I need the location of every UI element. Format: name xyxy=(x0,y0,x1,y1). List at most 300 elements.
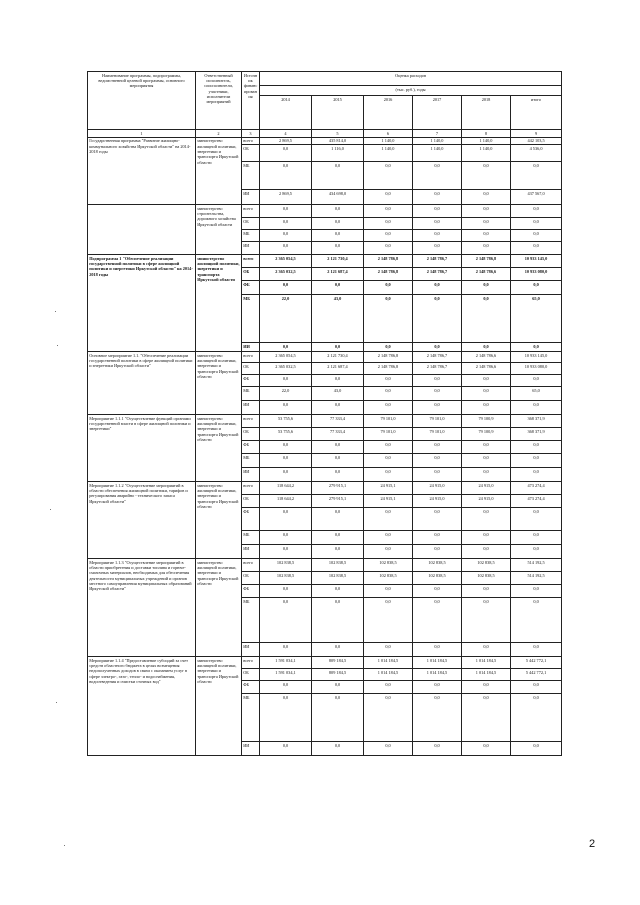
total-value-cell: 0,0 xyxy=(511,205,562,218)
column-header-source: Источник финансирования xyxy=(242,72,260,130)
year-value-cell: 0,0 xyxy=(312,441,364,454)
column-number: 4 xyxy=(260,130,312,138)
total-value-cell: 368 371,9 xyxy=(511,415,562,428)
year-value-cell: 2 148 786,7 xyxy=(413,268,462,281)
year-value-cell: 0,0 xyxy=(312,643,364,657)
year-header: 2016 xyxy=(364,96,413,130)
total-value-cell: 65,0 xyxy=(511,295,562,343)
year-value-cell: 0,0 xyxy=(413,681,462,694)
year-value-cell: 0,0 xyxy=(364,454,413,468)
column-number: 7 xyxy=(413,130,462,138)
year-value-cell: 24 915,1 xyxy=(364,495,413,508)
year-value-cell: 2 121 730,4 xyxy=(312,352,364,363)
year-value-cell: 279 915,1 xyxy=(312,482,364,495)
total-value-cell: 442 103,5 xyxy=(511,137,562,145)
year-value-cell: 43,0 xyxy=(312,387,364,401)
year-value-cell: 0,0 xyxy=(462,545,511,559)
budget-table-sheet xyxy=(87,71,561,756)
year-value-cell: 0,0 xyxy=(413,205,462,218)
executor-cell: министерство жилищной политики, энергетики и транспорта Иркутской области xyxy=(196,657,242,756)
year-value-cell: 0,0 xyxy=(413,441,462,454)
year-value-cell: 0,0 xyxy=(462,468,511,482)
year-value-cell: 0,0 xyxy=(462,585,511,598)
program-name-cell xyxy=(88,205,196,255)
year-value-cell: 0,0 xyxy=(260,545,312,559)
total-value-cell: 0,0 xyxy=(511,281,562,295)
year-header: 2017 xyxy=(413,96,462,130)
year-value-cell: 77 333,4 xyxy=(312,428,364,441)
funding-source-cell: ФБ xyxy=(242,375,260,387)
year-value-cell: 0,0 xyxy=(413,401,462,415)
year-value-cell: 2 365 054,5 xyxy=(260,352,312,363)
year-value-cell: 0,0 xyxy=(364,387,413,401)
year-value-cell: 1 014 184,5 xyxy=(413,669,462,681)
column-number: 8 xyxy=(462,130,511,138)
year-value-cell: 0,0 xyxy=(364,694,413,742)
year-value-cell: 0,0 xyxy=(413,468,462,482)
scan-speck xyxy=(56,702,57,703)
year-value-cell: 2 148 786,7 xyxy=(413,363,462,375)
funding-source-cell: ФБ xyxy=(242,508,260,531)
year-value-cell: 0,0 xyxy=(413,343,462,352)
year-value-cell: 0,0 xyxy=(312,681,364,694)
total-value-cell: 10 933 145,0 xyxy=(511,352,562,363)
year-value-cell: 0,0 xyxy=(462,681,511,694)
year-value-cell: 0,0 xyxy=(364,190,413,205)
year-header: 2014 xyxy=(260,96,312,130)
year-value-cell: 0,0 xyxy=(260,205,312,218)
year-value-cell: 0,0 xyxy=(260,375,312,387)
year-value-cell: 0,0 xyxy=(364,205,413,218)
funding-source-cell: ОБ xyxy=(242,218,260,230)
year-value-cell: 0,0 xyxy=(462,190,511,205)
year-value-cell: 0,0 xyxy=(462,281,511,295)
year-value-cell: 2 121 730,4 xyxy=(312,255,364,268)
year-value-cell: 0,0 xyxy=(413,162,462,190)
year-value-cell: 0,0 xyxy=(312,281,364,295)
year-value-cell: 0,0 xyxy=(312,242,364,255)
year-value-cell: 0,0 xyxy=(312,468,364,482)
year-value-cell: 0,0 xyxy=(312,545,364,559)
year-value-cell: 0,0 xyxy=(260,242,312,255)
year-value-cell: 24 915,0 xyxy=(462,495,511,508)
funding-source-cell: МБ xyxy=(242,295,260,343)
year-value-cell: 24 915,0 xyxy=(413,495,462,508)
total-value-cell: 473 274,4 xyxy=(511,482,562,495)
year-value-cell: 0,0 xyxy=(260,508,312,531)
executor-cell: министерство жилищной политики, энергетики и транспорта Иркутской области xyxy=(196,137,242,205)
total-value-cell: 0,0 xyxy=(511,585,562,598)
year-value-cell: 0,0 xyxy=(260,694,312,742)
year-value-cell: 1 140,0 xyxy=(413,137,462,145)
year-value-cell: 0,0 xyxy=(364,242,413,255)
year-value-cell: 0,0 xyxy=(312,531,364,545)
executor-cell: министерство строительства, дорожного хозяйства Иркутской области xyxy=(196,205,242,255)
year-value-cell: 0,0 xyxy=(364,281,413,295)
table-row xyxy=(88,559,562,572)
year-value-cell: 0,0 xyxy=(312,162,364,190)
column-number: 3 xyxy=(242,130,260,138)
funding-source-cell: ОБ xyxy=(242,145,260,162)
year-value-cell: 1 014 184,5 xyxy=(364,669,413,681)
year-value-cell: 0,0 xyxy=(260,643,312,657)
year-value-cell: 2 869,5 xyxy=(260,190,312,205)
year-value-cell: 0,0 xyxy=(260,401,312,415)
total-value-cell: 10 933 080,0 xyxy=(511,363,562,375)
year-value-cell: 0,0 xyxy=(462,454,511,468)
year-value-cell: 0,0 xyxy=(413,643,462,657)
year-value-cell: 0,0 xyxy=(260,585,312,598)
column-header-estimate: Оценка расходов xyxy=(260,72,562,86)
year-value-cell: 2 121 687,4 xyxy=(312,268,364,281)
year-value-cell: 2 869,5 xyxy=(260,137,312,145)
funding-source-cell: МБ xyxy=(242,531,260,545)
year-value-cell: 0,0 xyxy=(260,145,312,162)
year-value-cell: 24 915,1 xyxy=(364,482,413,495)
year-value-cell: 43,0 xyxy=(312,295,364,343)
funding-source-cell: ОБ xyxy=(242,495,260,508)
executor-cell: министерство жилищной политики, энергетики и транспорта Иркутской области xyxy=(196,482,242,559)
total-value-cell: 0,0 xyxy=(511,545,562,559)
year-value-cell: 0,0 xyxy=(364,598,413,643)
year-value-cell: 0,0 xyxy=(260,681,312,694)
total-value-cell: 0,0 xyxy=(511,508,562,531)
year-value-cell: 0,0 xyxy=(462,218,511,230)
total-value-cell: 5 442 772,1 xyxy=(511,669,562,681)
total-header: итого xyxy=(511,96,562,130)
year-value-cell: 0,0 xyxy=(462,508,511,531)
year-value-cell: 79 100,9 xyxy=(462,415,511,428)
year-header: 2018 xyxy=(462,96,511,130)
funding-source-cell: всего xyxy=(242,657,260,669)
page-number: 2 xyxy=(589,838,596,850)
year-value-cell: 2 121 687,4 xyxy=(312,363,364,375)
funding-source-cell: ОБ xyxy=(242,268,260,281)
total-value-cell: 0,0 xyxy=(511,468,562,482)
funding-source-cell: МБ xyxy=(242,230,260,242)
funding-source-cell: всего xyxy=(242,137,260,145)
year-value-cell: 0,0 xyxy=(312,598,364,643)
year-value-cell: 0,0 xyxy=(462,162,511,190)
executor-cell: министерство жилищной политики, энергетики и транспорта Иркутской области xyxy=(196,255,242,352)
funding-source-cell: МБ xyxy=(242,694,260,742)
table-row xyxy=(88,352,562,363)
funding-source-cell: ФБ xyxy=(242,441,260,454)
year-value-cell: 24 915,0 xyxy=(462,482,511,495)
year-value-cell: 2 148 786,7 xyxy=(413,352,462,363)
year-value-cell: 0,0 xyxy=(312,230,364,242)
year-value-cell: 2 148 786,8 xyxy=(364,352,413,363)
year-value-cell: 0,0 xyxy=(413,545,462,559)
year-value-cell: 0,0 xyxy=(364,643,413,657)
funding-source-cell: ИИ xyxy=(242,742,260,756)
year-value-cell: 102 838,5 xyxy=(260,559,312,572)
year-value-cell: 0,0 xyxy=(312,218,364,230)
year-value-cell: 435 814,0 xyxy=(312,137,364,145)
year-value-cell: 0,0 xyxy=(413,598,462,643)
funding-source-cell: ИИ xyxy=(242,242,260,255)
year-value-cell: 0,0 xyxy=(364,343,413,352)
year-value-cell: 0,0 xyxy=(462,387,511,401)
year-value-cell: 0,0 xyxy=(260,162,312,190)
funding-source-cell: всего xyxy=(242,415,260,428)
column-number: 2 xyxy=(196,130,242,138)
year-value-cell: 0,0 xyxy=(413,190,462,205)
funding-source-cell: МБ xyxy=(242,387,260,401)
total-value-cell: 65,0 xyxy=(511,387,562,401)
funding-source-cell: ИИ xyxy=(242,468,260,482)
funding-source-cell: ИИ xyxy=(242,401,260,415)
total-value-cell: 10 933 145,0 xyxy=(511,255,562,268)
scan-speck xyxy=(55,311,56,312)
year-value-cell: 0,0 xyxy=(364,295,413,343)
table-row xyxy=(88,657,562,669)
table-row xyxy=(88,482,562,495)
year-value-cell: 22,0 xyxy=(260,387,312,401)
year-value-cell: 0,0 xyxy=(413,585,462,598)
year-value-cell: 0,0 xyxy=(462,242,511,255)
year-value-cell: 0,0 xyxy=(413,218,462,230)
total-value-cell: 4 536,0 xyxy=(511,145,562,162)
year-value-cell: 79 101,0 xyxy=(364,415,413,428)
year-value-cell: 2 365 032,5 xyxy=(260,363,312,375)
year-value-cell: 2 148 786,7 xyxy=(413,255,462,268)
year-value-cell: 1 116,0 xyxy=(312,145,364,162)
funding-source-cell: ОБ xyxy=(242,428,260,441)
total-value-cell: 0,0 xyxy=(511,742,562,756)
year-value-cell: 0,0 xyxy=(364,230,413,242)
total-value-cell: 473 274,4 xyxy=(511,495,562,508)
year-value-cell: 102 838,5 xyxy=(413,559,462,572)
year-value-cell: 2 365 032,5 xyxy=(260,268,312,281)
year-value-cell: 102 838,5 xyxy=(312,559,364,572)
year-value-cell: 1 140,0 xyxy=(462,137,511,145)
funding-source-cell: МБ xyxy=(242,598,260,643)
year-value-cell: 0,0 xyxy=(312,585,364,598)
year-value-cell: 53 755,6 xyxy=(260,415,312,428)
total-value-cell: 0,0 xyxy=(511,531,562,545)
year-value-cell: 79 100,9 xyxy=(462,428,511,441)
scan-speck xyxy=(64,845,65,846)
executor-cell: министерство жилищной политики, энергетики и транспорта Иркутской области xyxy=(196,559,242,657)
year-value-cell: 0,0 xyxy=(462,531,511,545)
year-value-cell: 102 838,5 xyxy=(462,559,511,572)
year-value-cell: 2 148 786,6 xyxy=(462,352,511,363)
total-value-cell: 0,0 xyxy=(511,694,562,742)
funding-source-cell: ОБ xyxy=(242,363,260,375)
table-row xyxy=(88,255,562,268)
year-value-cell: 0,0 xyxy=(413,295,462,343)
year-value-cell: 0,0 xyxy=(462,694,511,742)
year-value-cell: 1 014 184,5 xyxy=(364,657,413,669)
table-row xyxy=(88,415,562,428)
year-value-cell: 79 101,0 xyxy=(413,428,462,441)
year-value-cell: 0,0 xyxy=(312,508,364,531)
year-value-cell: 118 644,2 xyxy=(260,482,312,495)
year-value-cell: 1 591 034,1 xyxy=(260,669,312,681)
funding-source-cell: МБ xyxy=(242,454,260,468)
year-value-cell: 0,0 xyxy=(364,375,413,387)
year-value-cell: 0,0 xyxy=(312,454,364,468)
total-value-cell: 0,0 xyxy=(511,230,562,242)
year-value-cell: 102 838,5 xyxy=(260,572,312,585)
scan-speck xyxy=(50,509,51,510)
total-value-cell: 0,0 xyxy=(511,598,562,643)
year-value-cell: 102 838,5 xyxy=(462,572,511,585)
year-value-cell: 102 838,5 xyxy=(364,559,413,572)
program-name-cell: Мероприятие 1.1.3 "Осуществление мероприятий в области приобретения и доставки топлива и горюче-смазочных материалов, необходимых для обеспечения деятельности муниципальных учреждений и органов местного самоуправления муниципальных образований Иркутской области" xyxy=(88,559,196,657)
year-value-cell: 0,0 xyxy=(413,242,462,255)
funding-source-cell: ФБ xyxy=(242,585,260,598)
funding-source-cell: ФБ xyxy=(242,681,260,694)
year-value-cell: 79 101,0 xyxy=(413,415,462,428)
year-value-cell: 0,0 xyxy=(364,218,413,230)
year-value-cell: 0,0 xyxy=(364,545,413,559)
year-value-cell: 0,0 xyxy=(413,694,462,742)
year-value-cell: 0,0 xyxy=(312,343,364,352)
funding-source-cell: МБ xyxy=(242,162,260,190)
year-value-cell: 22,0 xyxy=(260,295,312,343)
table-row xyxy=(88,137,562,145)
year-value-cell: 1 014 184,5 xyxy=(462,657,511,669)
program-name-cell: Мероприятие 1.1.4 "Предоставление субсидий за счет средств областного бюджета в целях возмещения недополученных доходов в связи с оказанием услуг в сфере электро-, газо-, тепло- и водоснабжения, водоотведения и очистки сточных вод" xyxy=(88,657,196,756)
year-value-cell: 1 140,0 xyxy=(364,137,413,145)
year-value-cell: 0,0 xyxy=(260,441,312,454)
year-value-cell: 1 014 184,5 xyxy=(462,669,511,681)
year-value-cell: 0,0 xyxy=(462,205,511,218)
total-value-cell: 0,0 xyxy=(511,375,562,387)
year-value-cell: 0,0 xyxy=(462,375,511,387)
program-name-cell: Мероприятие 1.1.2 "Осуществление мероприятий в области обеспечения жилищной политики, тарифов и регулирования аварийно - технического запаса Иркутской области" xyxy=(88,482,196,559)
year-value-cell: 0,0 xyxy=(364,531,413,545)
year-value-cell: 0,0 xyxy=(413,508,462,531)
program-name-cell: Государственная программа "Развитие жилищно-коммунального хозяйства Иркутской области" на 2014-2018 годы xyxy=(88,137,196,205)
budget-estimate-table xyxy=(87,71,562,756)
executor-cell: министерство жилищной политики, энергетики и транспорта Иркутской области xyxy=(196,352,242,415)
year-value-cell: 2 148 786,8 xyxy=(462,255,511,268)
column-header-name: Наименование программы, подпрограммы, ведомственной целевой программы, основного мероприятия xyxy=(88,72,196,130)
year-value-cell: 0,0 xyxy=(312,742,364,756)
year-value-cell: 0,0 xyxy=(260,281,312,295)
year-value-cell: 0,0 xyxy=(260,531,312,545)
year-value-cell: 2 148 786,8 xyxy=(364,363,413,375)
year-value-cell: 0,0 xyxy=(364,468,413,482)
scan-speck xyxy=(57,345,58,346)
year-value-cell: 0,0 xyxy=(462,598,511,643)
year-value-cell: 2 148 786,8 xyxy=(364,255,413,268)
total-value-cell: 514 192,5 xyxy=(511,559,562,572)
program-name-cell: Подпрограмма 1 "Обеспечение реализации государственной политики в сфере жилищной политики и энергетики Иркутской области" на 2014-2018 годы xyxy=(88,255,196,352)
year-value-cell: 0,0 xyxy=(364,401,413,415)
funding-source-cell: ИИ xyxy=(242,190,260,205)
total-value-cell: 0,0 xyxy=(511,441,562,454)
year-header: 2015 xyxy=(312,96,364,130)
year-value-cell: 0,0 xyxy=(260,742,312,756)
total-value-cell: 514 192,5 xyxy=(511,572,562,585)
funding-source-cell: всего xyxy=(242,559,260,572)
total-value-cell: 437 567,0 xyxy=(511,190,562,205)
year-value-cell: 2 148 786,6 xyxy=(462,363,511,375)
year-value-cell: 0,0 xyxy=(413,387,462,401)
funding-source-cell: всего xyxy=(242,352,260,363)
total-value-cell: 0,0 xyxy=(511,162,562,190)
column-number: 1 xyxy=(88,130,196,138)
column-number: 9 xyxy=(511,130,562,138)
total-value-cell: 0,0 xyxy=(511,401,562,415)
total-value-cell: 0,0 xyxy=(511,242,562,255)
year-value-cell: 0,0 xyxy=(312,375,364,387)
total-value-cell: 0,0 xyxy=(511,643,562,657)
total-value-cell: 5 442 772,1 xyxy=(511,657,562,669)
year-value-cell: 0,0 xyxy=(462,295,511,343)
executor-cell: министерство жилищной политики, энергетики и транспорта Иркутской области xyxy=(196,415,242,482)
year-value-cell: 0,0 xyxy=(364,508,413,531)
total-value-cell: 0,0 xyxy=(511,454,562,468)
funding-source-cell: ИИ xyxy=(242,545,260,559)
column-number: 6 xyxy=(364,130,413,138)
column-number: 5 xyxy=(312,130,364,138)
year-value-cell: 0,0 xyxy=(364,162,413,190)
year-value-cell: 102 838,5 xyxy=(364,572,413,585)
total-value-cell: 10 933 080,0 xyxy=(511,268,562,281)
year-value-cell: 0,0 xyxy=(260,454,312,468)
year-value-cell: 2 148 786,6 xyxy=(462,268,511,281)
year-value-cell: 1 014 184,5 xyxy=(413,657,462,669)
year-value-cell: 118 644,2 xyxy=(260,495,312,508)
year-value-cell: 0,0 xyxy=(413,281,462,295)
year-value-cell: 0,0 xyxy=(260,230,312,242)
year-value-cell: 24 915,0 xyxy=(413,482,462,495)
funding-source-cell: ФБ xyxy=(242,281,260,295)
year-value-cell: 0,0 xyxy=(312,205,364,218)
year-value-cell: 809 184,5 xyxy=(312,657,364,669)
total-value-cell: 0,0 xyxy=(511,681,562,694)
year-value-cell: 0,0 xyxy=(462,343,511,352)
year-value-cell: 1 591 034,1 xyxy=(260,657,312,669)
total-value-cell: 368 371,9 xyxy=(511,428,562,441)
year-value-cell: 1 140,0 xyxy=(364,145,413,162)
total-value-cell: 0,0 xyxy=(511,343,562,352)
year-value-cell: 1 140,0 xyxy=(413,145,462,162)
table-row xyxy=(88,205,562,218)
funding-source-cell: ОБ xyxy=(242,572,260,585)
year-value-cell: 0,0 xyxy=(462,441,511,454)
year-value-cell: 0,0 xyxy=(462,742,511,756)
year-value-cell: 0,0 xyxy=(260,598,312,643)
column-header-units: (тыс. руб.), годы xyxy=(260,86,562,96)
year-value-cell: 77 333,4 xyxy=(312,415,364,428)
year-value-cell: 0,0 xyxy=(462,401,511,415)
funding-source-cell: всего xyxy=(242,205,260,218)
year-value-cell: 279 915,1 xyxy=(312,495,364,508)
year-value-cell: 0,0 xyxy=(462,230,511,242)
year-value-cell: 0,0 xyxy=(413,742,462,756)
year-value-cell: 79 101,0 xyxy=(364,428,413,441)
year-value-cell: 0,0 xyxy=(413,454,462,468)
year-value-cell: 434 698,0 xyxy=(312,190,364,205)
year-value-cell: 102 838,5 xyxy=(312,572,364,585)
year-value-cell: 0,0 xyxy=(462,643,511,657)
year-value-cell: 0,0 xyxy=(413,375,462,387)
year-value-cell: 0,0 xyxy=(260,343,312,352)
year-value-cell: 0,0 xyxy=(312,401,364,415)
program-name-cell: Основное мероприятие 1.1. "Обеспечение реализации государственной политики в сфере жилищной политики и энергетики Иркутской области" xyxy=(88,352,196,415)
year-value-cell: 2 365 054,5 xyxy=(260,255,312,268)
funding-source-cell: ОБ xyxy=(242,669,260,681)
funding-source-cell: всего xyxy=(242,255,260,268)
year-value-cell: 809 184,5 xyxy=(312,669,364,681)
year-value-cell: 0,0 xyxy=(364,681,413,694)
